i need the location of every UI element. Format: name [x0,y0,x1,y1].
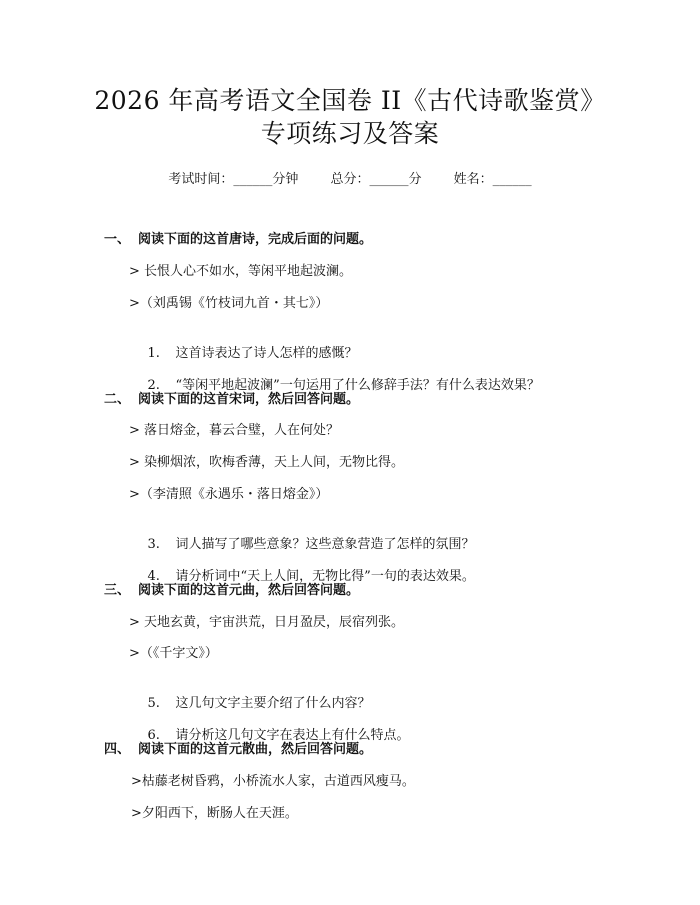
title-line-1: 2026 年高考语文全国卷 II《古代诗歌鉴赏》 [94,86,606,115]
section-title: 阅读下面的这首唐诗，完成后面的问题。 [138,232,373,247]
question-number: 5. [147,696,160,711]
question-text: 这几句文字主要介绍了什么内容？ [175,696,371,711]
poem-line: > 天地玄黄，宇宙洪荒，日月盈昃，辰宿列张。 [129,615,405,630]
question-number: 4. [147,569,160,584]
poem-line: > 长恨人心不如水，等闲平地起波澜。 [129,264,353,279]
question-number: 6. [147,728,160,743]
exam-score: 总分：______分 [330,172,422,187]
section-heading-2 [104,391,359,409]
question-text: 词人描写了哪些意象？这些意象营造了怎样的氛围？ [175,537,475,552]
exam-meta [0,171,700,189]
title-line-2: 专项练习及答案 [260,119,440,148]
poem-line: > 染柳烟浓，吹梅香薄，天上人间，无物比得。 [129,455,405,470]
section-heading-1 [104,231,372,249]
question-text: 请分析词中“天上人间，无物比得”一句的表达效果。 [175,569,475,584]
question-text: “等闲平地起波澜”一句运用了什么修辞手法？有什么表达效果？ [175,378,540,393]
poem-source: >（刘禹锡《竹枝词九首・其七》） [129,296,329,311]
section-number: 二、 [104,392,131,407]
section-heading-4 [104,741,372,759]
poem-line: >夕阳西下，断肠人在天涯。 [131,806,298,821]
question-text: 请分析这几句文字在表达上有什么特点。 [175,728,410,743]
section-number: 三、 [104,583,131,598]
poem-source: >（李清照《永遇乐・落日熔金》） [129,487,329,502]
question-number: 3. [147,537,160,552]
question-number: 1. [147,346,160,361]
exam-time: 考试时间：______分钟 [168,172,299,187]
question-number: 2. [147,378,160,393]
poem-line: >枯藤老树昏鸦，小桥流水人家，古道西风瘦马。 [131,774,415,789]
section-title: 阅读下面的这首元曲，然后回答问题。 [138,583,360,598]
section-number: 四、 [104,742,131,757]
poem-line: > 落日熔金，暮云合璧，人在何处？ [129,423,340,438]
exam-name: 姓名：______ [453,172,532,187]
section-heading-3 [104,582,359,600]
poem-source: >（《千字文》） [129,646,218,661]
section-number: 一、 [104,232,131,247]
section-title: 阅读下面的这首元散曲，然后回答问题。 [138,742,373,757]
section-title: 阅读下面的这首宋词，然后回答问题。 [138,392,360,407]
question-text: 这首诗表达了诗人怎样的感慨？ [175,346,358,361]
